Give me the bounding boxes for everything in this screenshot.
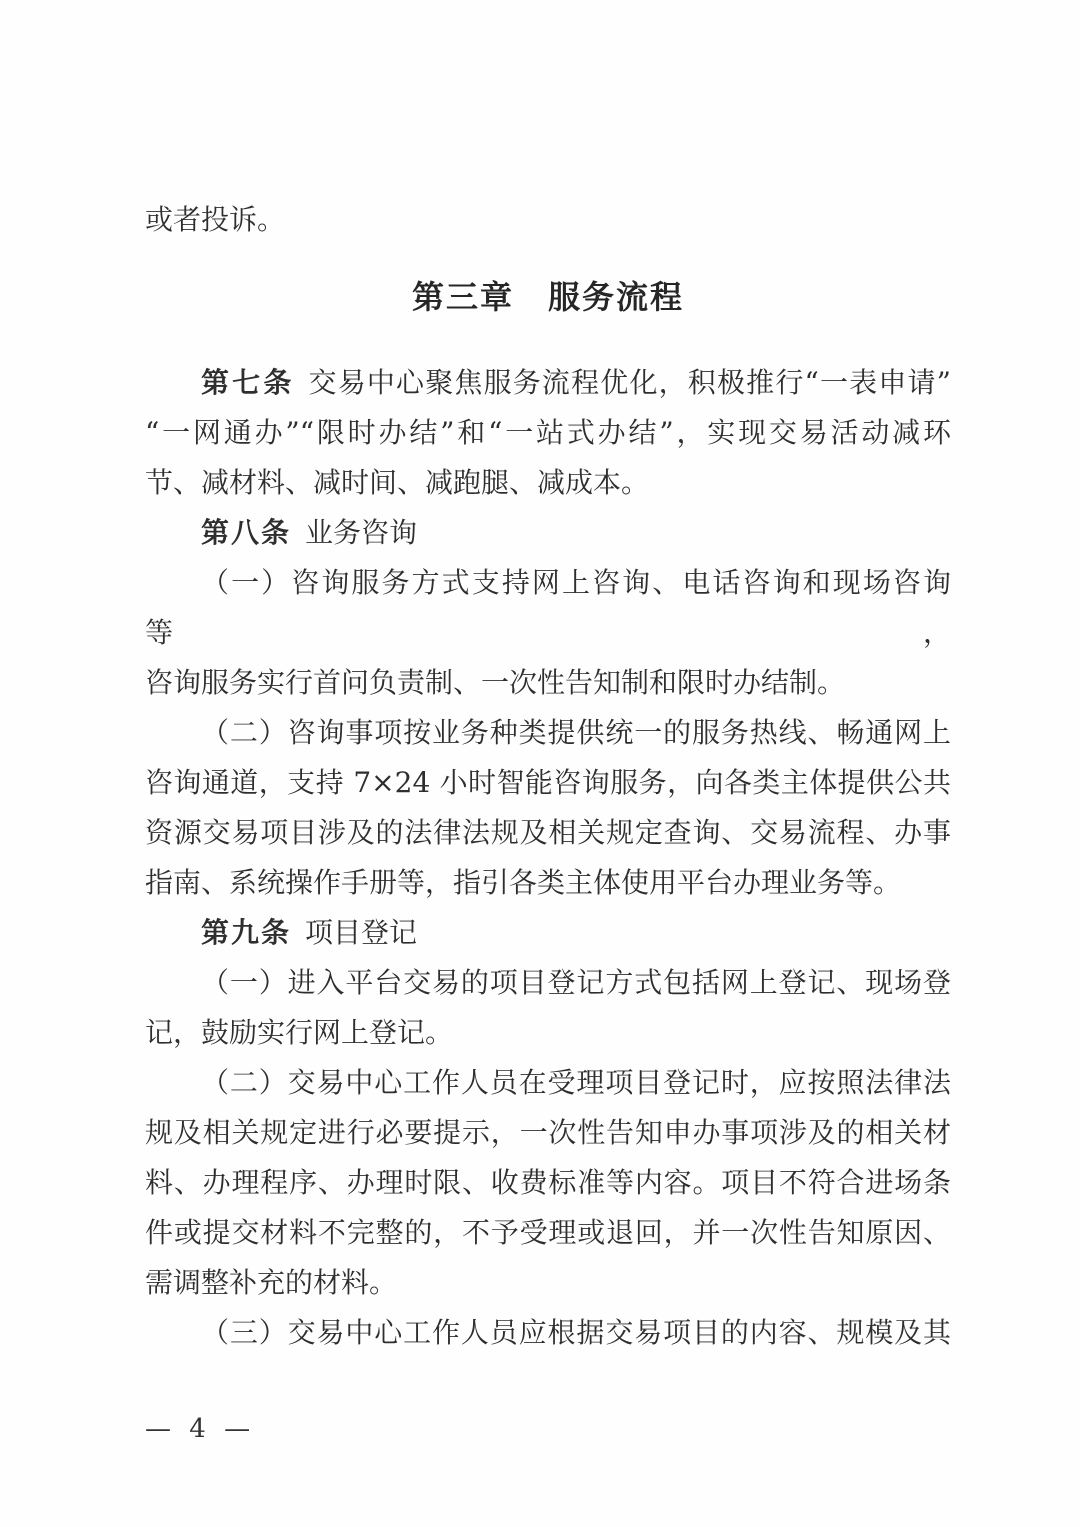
article-8-line: 咨询服务实行首问负责制、一次性告知制和限时办结制。 (145, 666, 846, 699)
article-9-line: 记，鼓励实行网上登记。 (145, 1016, 454, 1049)
article-8-line: 资源交易项目涉及的法律法规及相关规定查询、交易流程、办事 (145, 816, 951, 849)
article-8-subject: 业务咨询 (305, 516, 418, 549)
continuation-text: 或者投诉。 (145, 203, 286, 236)
page-number: — 4 — (145, 1414, 256, 1444)
document-content (145, 195, 951, 1445)
article-9-line: 料、办理程序、办理时限、收费标准等内容。项目不符合进场条 (145, 1166, 951, 1199)
article-9-line: 规及相关规定进行必要提示，一次性告知申办事项涉及的相关材 (145, 1116, 951, 1149)
article-8-number: 第八条 (201, 516, 292, 549)
article-8-line (145, 508, 951, 558)
article-9-line (145, 908, 951, 958)
article-8-line: （一）咨询服务方式支持网上咨询、电话咨询和现场咨询等， (145, 566, 951, 649)
article-9-line: （二）交易中心工作人员在受理项目登记时，应按照法律法 (201, 1066, 951, 1099)
chapter-heading: 第三章 服务流程 (411, 278, 684, 316)
article-7-line (145, 358, 951, 408)
article-8-line: 咨询通道，支持 7×24 小时智能咨询服务，向各类主体提供公共 (145, 766, 951, 799)
article-9-line: （三）交易中心工作人员应根据交易项目的内容、规模及其 (201, 1316, 951, 1349)
article-9-line: 件或提交材料不完整的，不予受理或退回，并一次性告知原因、 (145, 1216, 951, 1249)
article-9-number: 第九条 (201, 916, 292, 949)
article-7-line: 节、减材料、减时间、减跑腿、减成本。 (145, 466, 650, 499)
article-9-subject: 项目登记 (305, 916, 418, 949)
article-9-line: 需调整补充的材料。 (145, 1266, 398, 1299)
article-8-line: （二）咨询事项按业务种类提供统一的服务热线、畅通网上 (201, 716, 951, 749)
article-7-line: “一网通办”“限时办结”和“一站式办结”，实现交易活动减环 (145, 416, 951, 449)
article-7-text: 交易中心聚焦服务流程优化，积极推行“一表申请” (308, 366, 951, 399)
article-8-line: 指南、系统操作手册等，指引各类主体使用平台办理业务等。 (145, 866, 902, 899)
article-7-number: 第七条 (201, 366, 295, 399)
article-9-line: （一）进入平台交易的项目登记方式包括网上登记、现场登 (201, 966, 951, 999)
